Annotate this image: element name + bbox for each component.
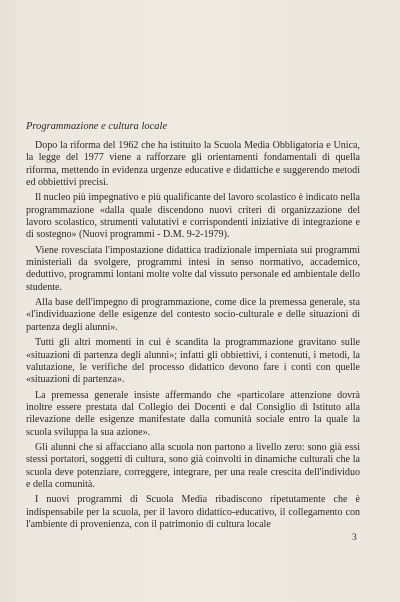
paragraph: Gli alunni che si affacciano alla scuola non partono a livello zero: sono già essi stessi portatori, soggetti di cultura, sono già coinvolti in dinamiche culturali che la scuola deve potenziare, correggere, integrare, per una reale crescita dell'individuo e della comunità. [26,441,360,490]
page-number: 3 [352,533,357,543]
paragraph: La premessa generale insiste affermando che «particolare attenzione dovrà inoltre essere prestata dal Collegio dei Docenti e dal Consiglio di Istituto alla rilevazione delle esigenze manifestate dalla comunità sociale entro la quale la scuola sviluppa la sua azione». [26,389,360,438]
paragraph: Viene rovesciata l'impostazione didattica tradizionale imperniata sui programmi ministeriali da svolgere, programmi intesi in senso normativo, accademico, deduttivo, programmi lontani molte volte dal vissuto personale ed ambientale dello studente. [26,244,360,293]
section-title: Programmazione e cultura locale [26,121,168,132]
paragraph: Il nucleo più impegnativo e più qualificante del lavoro scolastico è indicato nella programmazione «dalla quale discendono nuovi criteri di organizzazione del lavoro scolastico, strumenti valutativi e corrispondenti iniziative di integrazione e di sostegno» (Nuovi programmi - D.M. 9-2-1979). [26,192,360,241]
page-content [26,120,360,534]
paragraph: Dopo la riforma del 1962 che ha istituito la Scuola Media Obbligatoria e Unica, la legge del 1977 viene a rafforzare gli orientamenti fondamentali di quella riforma, mettendo in evidenza urgenze educative e didattiche e suggerendo metodi ed obbiettivi precisi. [26,140,360,189]
paragraph: Tutti gli altri momenti in cui è scandita la programmazione gravitano sulle «situazioni di partenza degli alunni»; infatti gli obbiettivi, i contenuti, i metodi, la valutazione, le verifiche del processo didattico devono fare i conti con quelle «situazioni di partenza». [26,337,360,386]
paragraph: I nuovi programmi di Scuola Media ribadiscono ripetutamente che è indispensabile per la scuola, per il lavoro didattico-educativo, il collegamento con l'ambiente di provenienza, con il patrimonio di cultura locale [26,494,360,530]
paragraph: Alla base dell'impegno di programmazione, come dice la premessa generale, sta «l'individuazione delle esigenze del contesto socio-culturale e delle situazioni di partenza degli alunni». [26,297,360,333]
